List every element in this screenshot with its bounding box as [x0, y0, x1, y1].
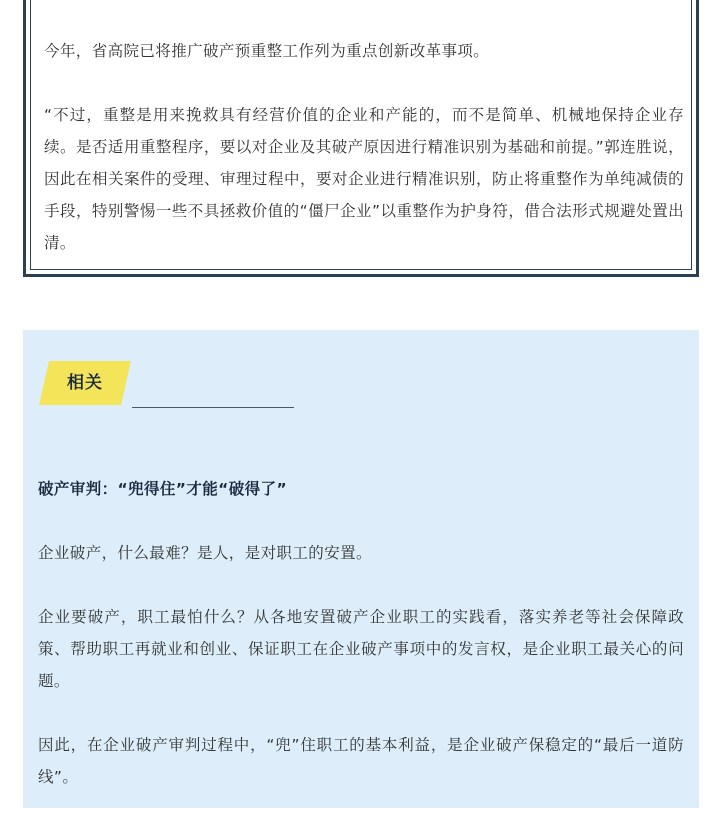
quote-frame-box	[23, 0, 699, 277]
related-subheading: 破产审判：“兜得住”才能“破得了”	[38, 480, 288, 498]
related-section	[23, 330, 699, 808]
related-paragraph-3: 因此，在企业破产审判过程中，“兜”住职工的基本利益，是企业破产保稳定的“最后一道防线”。	[38, 736, 684, 786]
frame-paragraph-1: 今年，省高院已将推广破产预重整工作列为重点创新改革事项。	[44, 42, 490, 60]
related-content	[38, 473, 684, 825]
related-tag-label: 相关	[67, 373, 103, 393]
frame-paragraph-2: “不过，重整是用来挽救具有经营价值的企业和产能的，而不是简单、机械地保持企业存续。是否适用重整程序，要以对企业及其破产原因进行精准识别为基础和前提。”郭连胜说，因此在相关案件的受理、审理过程中，要对企业进行精准识别，防止将重整作为单纯减债的手段，特别警惕一些不具拯救价值的“僵尸企业”以重整作为护身符，借合法形式规避处置出清。	[44, 106, 684, 252]
related-tag	[39, 361, 131, 405]
tag-underline-divider	[132, 407, 294, 408]
related-paragraph-1: 企业破产，什么最难？是人，是对职工的安置。	[38, 544, 372, 562]
related-paragraph-2: 企业要破产，职工最怕什么？从各地安置破产企业职工的实践看，落实养老等社会保障政策、帮助职工再就业和创业、保证职工在企业破产事项中的发言权，是企业职工最关心的问题。	[38, 608, 684, 690]
quote-frame-text	[44, 35, 684, 291]
